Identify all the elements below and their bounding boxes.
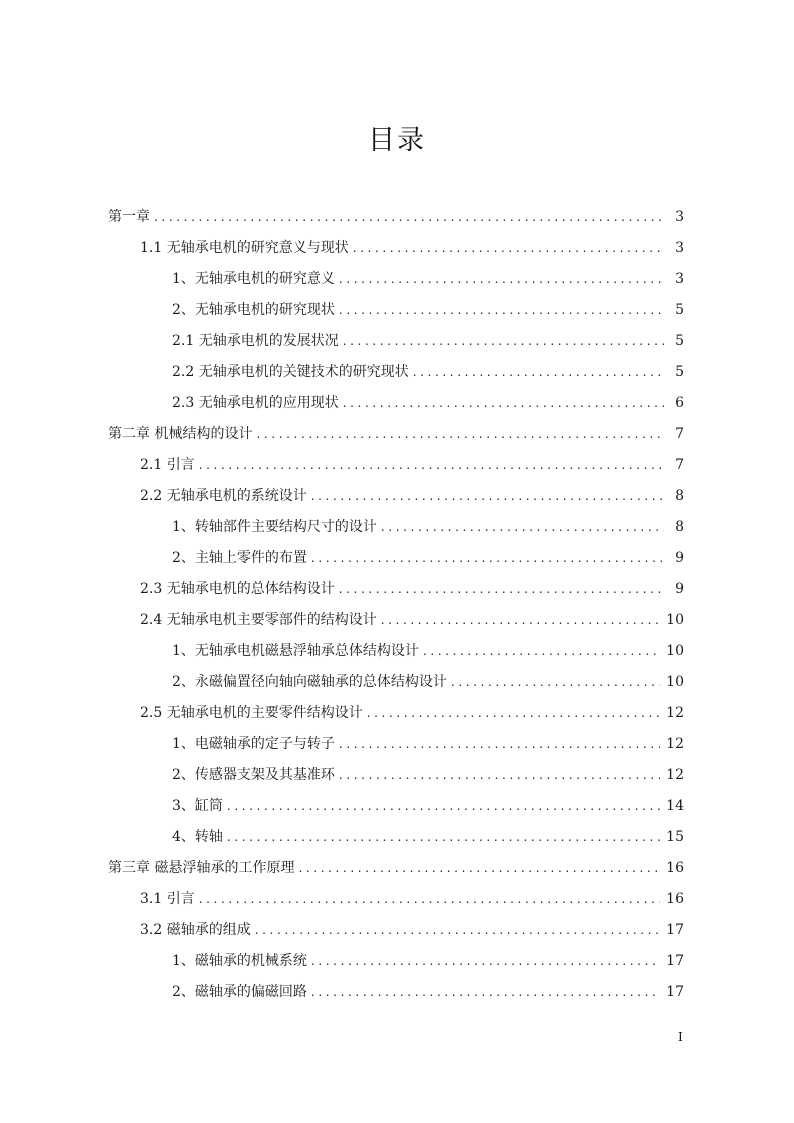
toc-entry[interactable] <box>0 202 794 233</box>
toc-entry-page-number: 8 <box>675 488 684 504</box>
toc-entry[interactable] <box>0 543 794 574</box>
toc-entry-page-number: 3 <box>675 271 684 287</box>
toc-entry-page-number: 6 <box>675 395 684 411</box>
toc-dot-leader <box>199 450 664 481</box>
toc-entry[interactable] <box>0 667 794 698</box>
toc-entry-page-number: 10 <box>666 643 684 659</box>
toc-entry-page-number: 9 <box>675 581 684 597</box>
toc-entry-title: 2、传感器支架及其基准环 <box>172 767 335 783</box>
toc-entry[interactable] <box>0 574 794 605</box>
toc-entry[interactable] <box>0 791 794 822</box>
toc-dot-leader <box>381 512 664 543</box>
toc-dot-leader <box>339 760 660 791</box>
toc-dot-leader <box>311 481 664 512</box>
toc-entry[interactable] <box>0 481 794 512</box>
toc-entry-title: 3.2 磁轴承的组成 <box>140 922 251 938</box>
toc-entry-title: 3、缸筒 <box>172 798 223 814</box>
toc-entry-title: 2、主轴上零件的布置 <box>172 550 307 566</box>
toc-entry-page-number: 17 <box>666 922 684 938</box>
toc-dot-leader <box>343 326 664 357</box>
toc-entry[interactable] <box>0 264 794 295</box>
table-of-contents <box>0 202 794 1008</box>
toc-entry[interactable] <box>0 419 794 450</box>
toc-entry-title: 2.3 无轴承电机的应用现状 <box>172 395 339 411</box>
toc-entry-title: 第二章 机械结构的设计 <box>108 426 253 442</box>
toc-entry-page-number: 16 <box>666 891 684 907</box>
toc-entry-page-number: 5 <box>675 302 684 318</box>
toc-entry-title: 1、电磁轴承的定子与转子 <box>172 736 335 752</box>
toc-entry-title: 3.1 引言 <box>140 891 195 907</box>
toc-entry[interactable] <box>0 884 794 915</box>
toc-entry-page-number: 12 <box>666 767 684 783</box>
toc-entry-title: 2、永磁偏置径向轴向磁轴承的总体结构设计 <box>172 674 447 690</box>
toc-entry-page-number: 14 <box>666 798 684 814</box>
toc-dot-leader <box>227 791 660 822</box>
toc-entry[interactable] <box>0 915 794 946</box>
toc-entry[interactable] <box>0 512 794 543</box>
toc-entry-title: 2.1 引言 <box>140 457 195 473</box>
toc-dot-leader <box>256 419 664 450</box>
toc-entry-title: 2、无轴承电机的研究现状 <box>172 302 335 318</box>
toc-dot-leader <box>199 884 660 915</box>
toc-entry-page-number: 17 <box>666 953 684 969</box>
toc-entry-page-number: 3 <box>675 209 684 225</box>
toc-dot-leader <box>339 729 660 760</box>
toc-entry[interactable] <box>0 357 794 388</box>
toc-entry-title: 2.2 无轴承电机的关键技术的研究现状 <box>172 364 409 380</box>
toc-entry-page-number: 9 <box>675 550 684 566</box>
toc-entry-title: 2.5 无轴承电机的主要零件结构设计 <box>140 705 363 721</box>
toc-dot-leader <box>311 977 660 1008</box>
toc-entry[interactable] <box>0 853 794 884</box>
toc-entry-title: 2、磁轴承的偏磁回路 <box>172 984 307 1000</box>
toc-entry-title: 2.3 无轴承电机的总体结构设计 <box>140 581 335 597</box>
toc-entry[interactable] <box>0 388 794 419</box>
toc-entry-page-number: 12 <box>666 736 684 752</box>
toc-entry-page-number: 15 <box>666 829 684 845</box>
toc-dot-leader <box>343 388 664 419</box>
toc-dot-leader <box>339 295 664 326</box>
toc-dot-leader <box>413 357 664 388</box>
toc-entry-title: 1、无轴承电机磁悬浮轴承总体结构设计 <box>172 643 419 659</box>
toc-entry[interactable] <box>0 977 794 1008</box>
toc-dot-leader <box>451 667 660 698</box>
toc-entry[interactable] <box>0 233 794 264</box>
page-number: I <box>678 1030 683 1044</box>
toc-entry-page-number: 8 <box>675 519 684 535</box>
toc-dot-leader <box>381 605 660 636</box>
toc-entry-title: 2.4 无轴承电机主要零部件的结构设计 <box>140 612 377 628</box>
toc-entry[interactable] <box>0 729 794 760</box>
toc-dot-leader <box>423 636 660 667</box>
toc-entry-title: 1、无轴承电机的研究意义 <box>172 271 335 287</box>
toc-entry-page-number: 17 <box>666 984 684 1000</box>
toc-entry-title: 1、磁轴承的机械系统 <box>172 953 307 969</box>
toc-dot-leader <box>255 915 660 946</box>
toc-entry-page-number: 3 <box>675 240 684 256</box>
toc-entry-title: 第一章 <box>108 209 150 225</box>
toc-entry-page-number: 10 <box>666 674 684 690</box>
toc-entry-title: 2.1 无轴承电机的发展状况 <box>172 333 339 349</box>
toc-entry-page-number: 12 <box>666 705 684 721</box>
toc-entry[interactable] <box>0 760 794 791</box>
toc-entry[interactable] <box>0 326 794 357</box>
toc-dot-leader <box>311 946 660 977</box>
toc-entry-title: 第三章 磁悬浮轴承的工作原理 <box>108 860 295 876</box>
toc-entry-page-number: 5 <box>675 364 684 380</box>
toc-entry-page-number: 7 <box>675 457 684 473</box>
toc-entry[interactable] <box>0 295 794 326</box>
page-title: 目录 <box>368 125 426 156</box>
toc-entry[interactable] <box>0 698 794 729</box>
toc-entry-page-number: 10 <box>666 612 684 628</box>
toc-entry-title: 4、转轴 <box>172 829 223 845</box>
toc-dot-leader <box>298 853 660 884</box>
toc-entry[interactable] <box>0 822 794 853</box>
toc-entry-page-number: 16 <box>666 860 684 876</box>
toc-entry[interactable] <box>0 605 794 636</box>
toc-entry-title: 1、转轴部件主要结构尺寸的设计 <box>172 519 377 535</box>
toc-entry-title: 2.2 无轴承电机的系统设计 <box>140 488 307 504</box>
toc-dot-leader <box>339 264 664 295</box>
toc-entry-page-number: 7 <box>675 426 684 442</box>
toc-dot-leader <box>154 202 664 233</box>
toc-dot-leader <box>339 574 664 605</box>
toc-entry-page-number: 5 <box>675 333 684 349</box>
toc-entry[interactable] <box>0 450 794 481</box>
toc-entry[interactable] <box>0 946 794 977</box>
toc-dot-leader <box>227 822 660 853</box>
toc-dot-leader <box>311 543 664 574</box>
toc-entry[interactable] <box>0 636 794 667</box>
toc-dot-leader <box>367 698 660 729</box>
toc-dot-leader <box>353 233 664 264</box>
toc-entry-title: 1.1 无轴承电机的研究意义与现状 <box>140 240 349 256</box>
